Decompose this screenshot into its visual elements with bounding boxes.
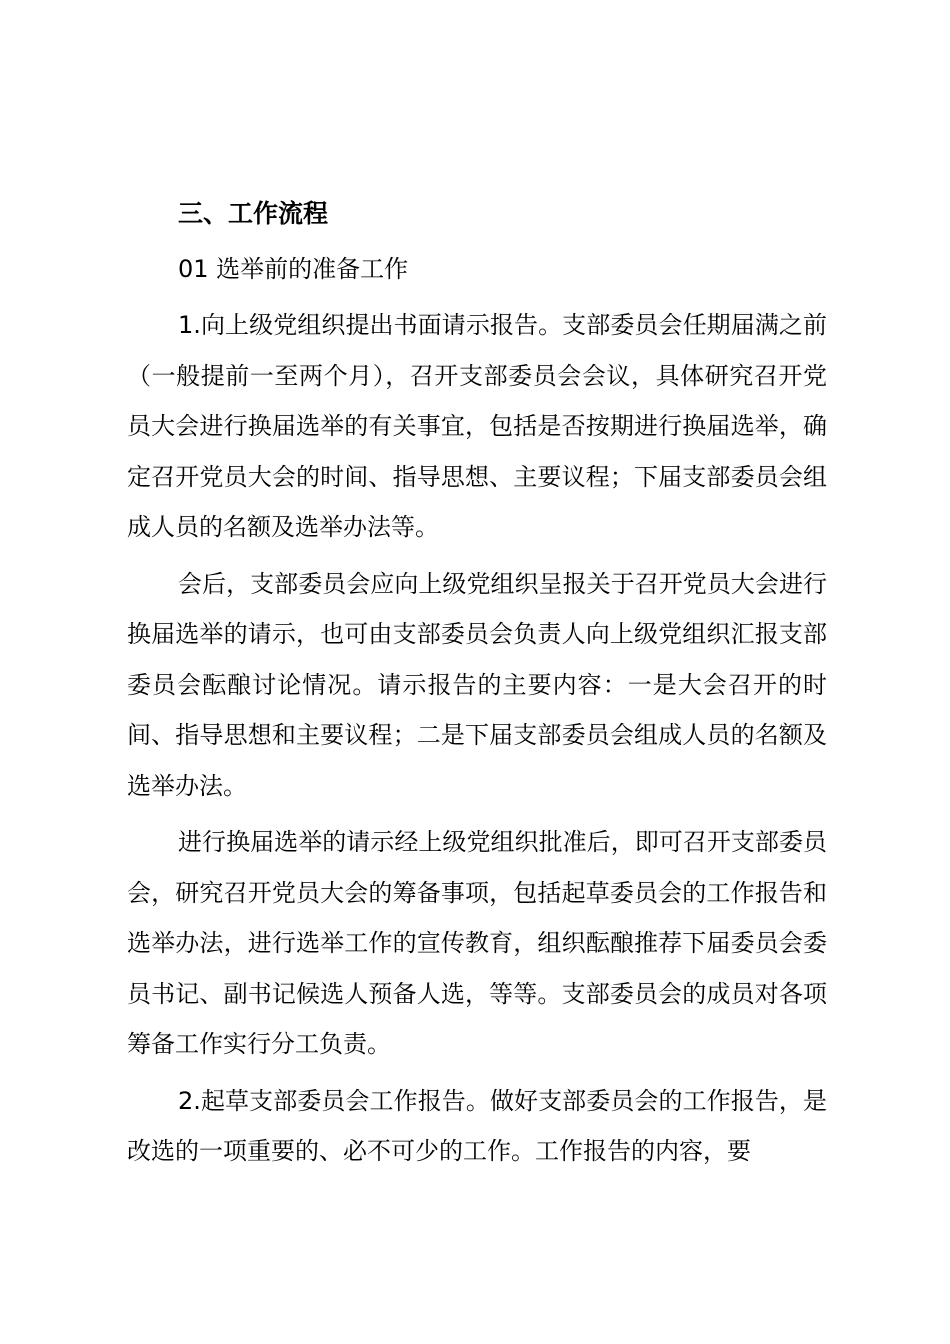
section-heading: 三、工作流程 [178, 199, 329, 228]
sub-heading: 01 选举前的准备工作 [178, 255, 409, 283]
paragraph-work-report: 2.起草支部委员会工作报告。做好支部委员会的工作报告，是改选的一项重要的、必不可少的工作。工作报告的内容，要 [127, 1086, 827, 1165]
paragraph-preparation: 进行换届选举的请示经上级党组织批准后，即可召开支部委员会，研究召开党员大会的筹备事项，包括起草委员会的工作报告和选举办法，进行选举工作的宣传教育，组织酝酿推荐下届委员会委员书记、副书记候选人预备人选，等等。支部委员会的成员对各项筹备工作实行分工负责。 [127, 828, 827, 1058]
paragraph-after-meeting: 会后，支部委员会应向上级党组织呈报关于召开党员大会进行换届选举的请示，也可由支部委员会负责人向上级党组织汇报支部委员会酝酿讨论情况。请示报告的主要内容：一是大会召开的时间、指导思想和主要议程；二是下届支部委员会组成人员的名额及选举办法。 [127, 569, 827, 800]
document-body [127, 188, 827, 1183]
paragraph-request-report: 1.向上级党组织提出书面请示报告。支部委员会任期届满之前（一般提前一至两个月），召开支部委员会会议，具体研究召开党员大会进行换届选举的有关事宜，包括是否按期进行换届选举，确定召开党员大会的时间、指导思想、主要议程；下届支部委员会组成人员的名额及选举办法等。 [127, 311, 827, 541]
